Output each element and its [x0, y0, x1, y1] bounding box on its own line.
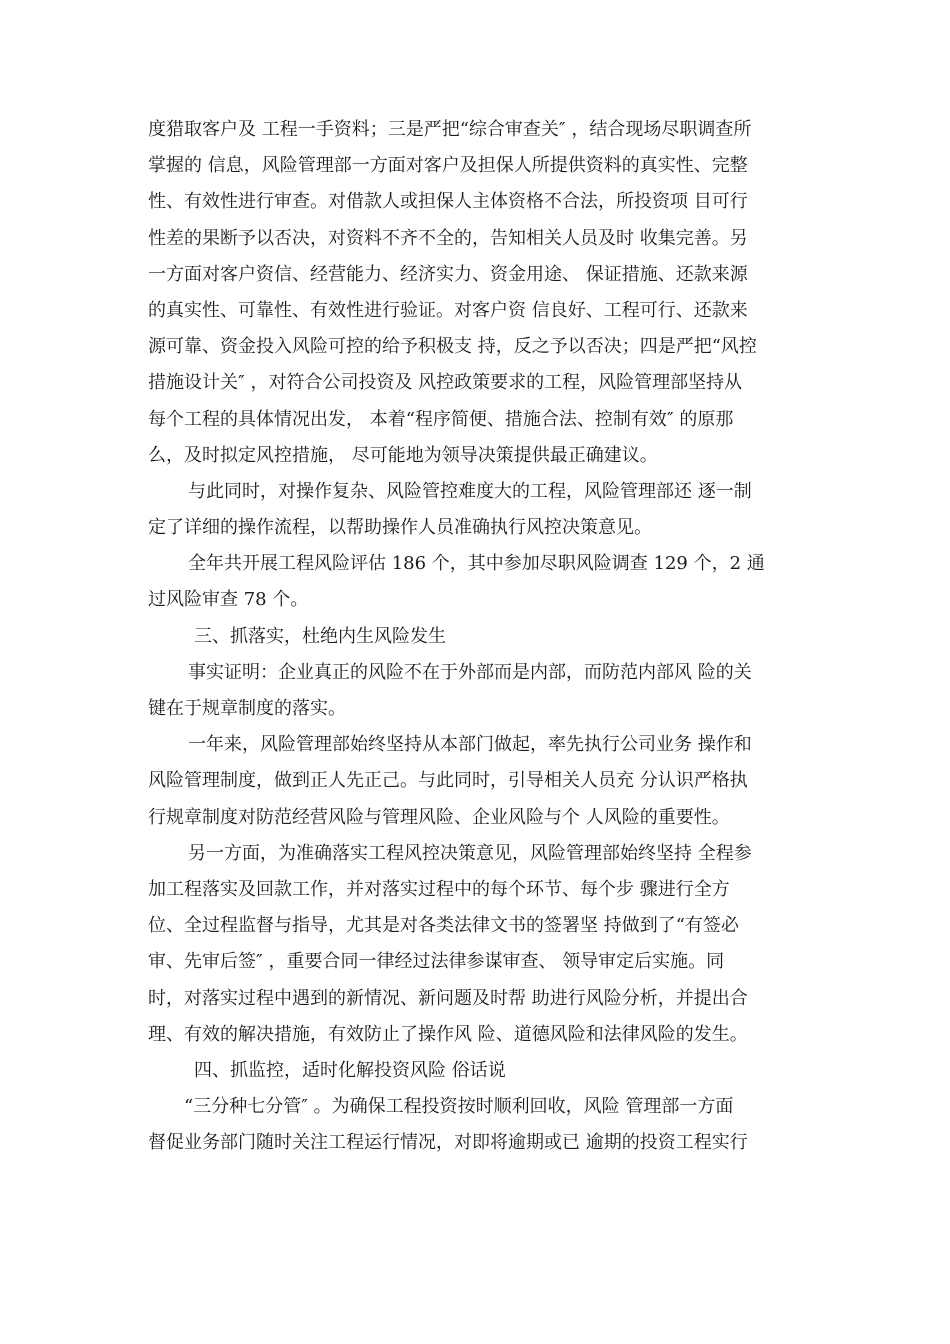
text-line: 的真实性、可靠性、有效性进行验证。对客户资 信良好、工程可行、还款来 — [148, 299, 748, 321]
text-line: 性差的果断予以否决，对资料不齐不全的，告知相关人员及时 收集完善。另 — [148, 227, 748, 249]
text-line: 度猎取客户及 工程一手资料；三是严把“综合审查关″ ，结合现场尽职调查所 — [148, 119, 752, 140]
text-line: 键在于规章制度的落实。 — [148, 698, 346, 719]
text-line: 措施设计关″ ，对符合公司投资及 风控政策要求的工程，风险管理部坚持从 — [148, 372, 743, 394]
section-heading: 三、抓落实，杜绝内生风险发生 — [194, 625, 446, 647]
text-line: 掌握的 信息，风险管理部一方面对客户及担保人所提供资料的真实性、完整 — [148, 155, 748, 177]
text-line: 么，及时拟定风控措施， 尽可能地为领导决策提供最正确建议。 — [148, 444, 658, 466]
text-line: 审、先审后签″ ，重要合同一律经过法律参谋审查、 领导审定后实施。同 — [148, 951, 725, 973]
text-line: 一方面对客户资信、经营能力、经济实力、资金用途、 保证措施、还款来源 — [148, 263, 748, 285]
paragraph-start-line: 另一方面，为准确落实工程风控决策意见，风险管理部始终坚持 全程参 — [188, 842, 752, 864]
document-body — [148, 112, 800, 1161]
section-heading: 四、抓监控，适时化解投资风险 俗话说 — [194, 1059, 506, 1081]
text-line: 每个工程的具体情况出发， 本着“程序简便、措施合法、控制有效″ 的原那 — [148, 408, 734, 430]
paragraph-start-line: “三分种七分管″ 。为确保工程投资按时顺利回收，风险 管理部一方面 — [184, 1096, 734, 1118]
paragraph-start-line: 与此同时，对操作复杂、风险管控难度大的工程，风险管理部还 逐一制 — [188, 480, 752, 502]
paragraph-start-line: 事实证明：企业真正的风险不在于外部而是内部，而防范内部风 险的关 — [188, 661, 752, 683]
paragraph-start-line: 一年来，风险管理部始终坚持从本部门做起，率先执行公司业务 操作和 — [188, 734, 752, 756]
text-line: 源可靠、资金投入风险可控的给予积极支 持，反之予以否决；四是严把“风控 — [148, 336, 757, 358]
text-line: 性、有效性进行审查。对借款人或担保人主体资格不合法，所投资项 目可行 — [148, 191, 748, 213]
text-line: 定了详细的操作流程，以帮助操作人员准确执行风控决策意见。 — [148, 517, 652, 539]
text-line: 风险管理制度，做到正人先正己。与此同时，引导相关人员充 分认识严格执 — [148, 770, 748, 792]
text-line: 位、全过程监督与指导，尤其是对各类法律文书的签署坚 持做到了“有签必 — [148, 915, 739, 937]
paragraph-start-line: 全年共开展工程风险评估 186 个，其中参加尽职风险调查 129 个，2 通 — [188, 553, 765, 575]
text-line: 督促业务部门随时关注工程运行情况，对即将逾期或已 逾期的投资工程实行 — [148, 1132, 748, 1154]
text-line: 加工程落实及回款工作，并对落实过程中的每个环节、每个步 骤进行全方 — [148, 878, 730, 900]
text-line: 时，对落实过程中遇到的新情况、新问题及时帮 助进行风险分析，并提出合 — [148, 987, 748, 1009]
text-line: 行规章制度对防范经营风险与管理风险、企业风险与个 人风险的重要性。 — [148, 806, 730, 828]
text-line: 过风险审查 78 个。 — [148, 589, 309, 611]
text-line: 理、有效的解决措施，有效防止了操作风 险、道德风险和法律风险的发生。 — [148, 1023, 748, 1045]
